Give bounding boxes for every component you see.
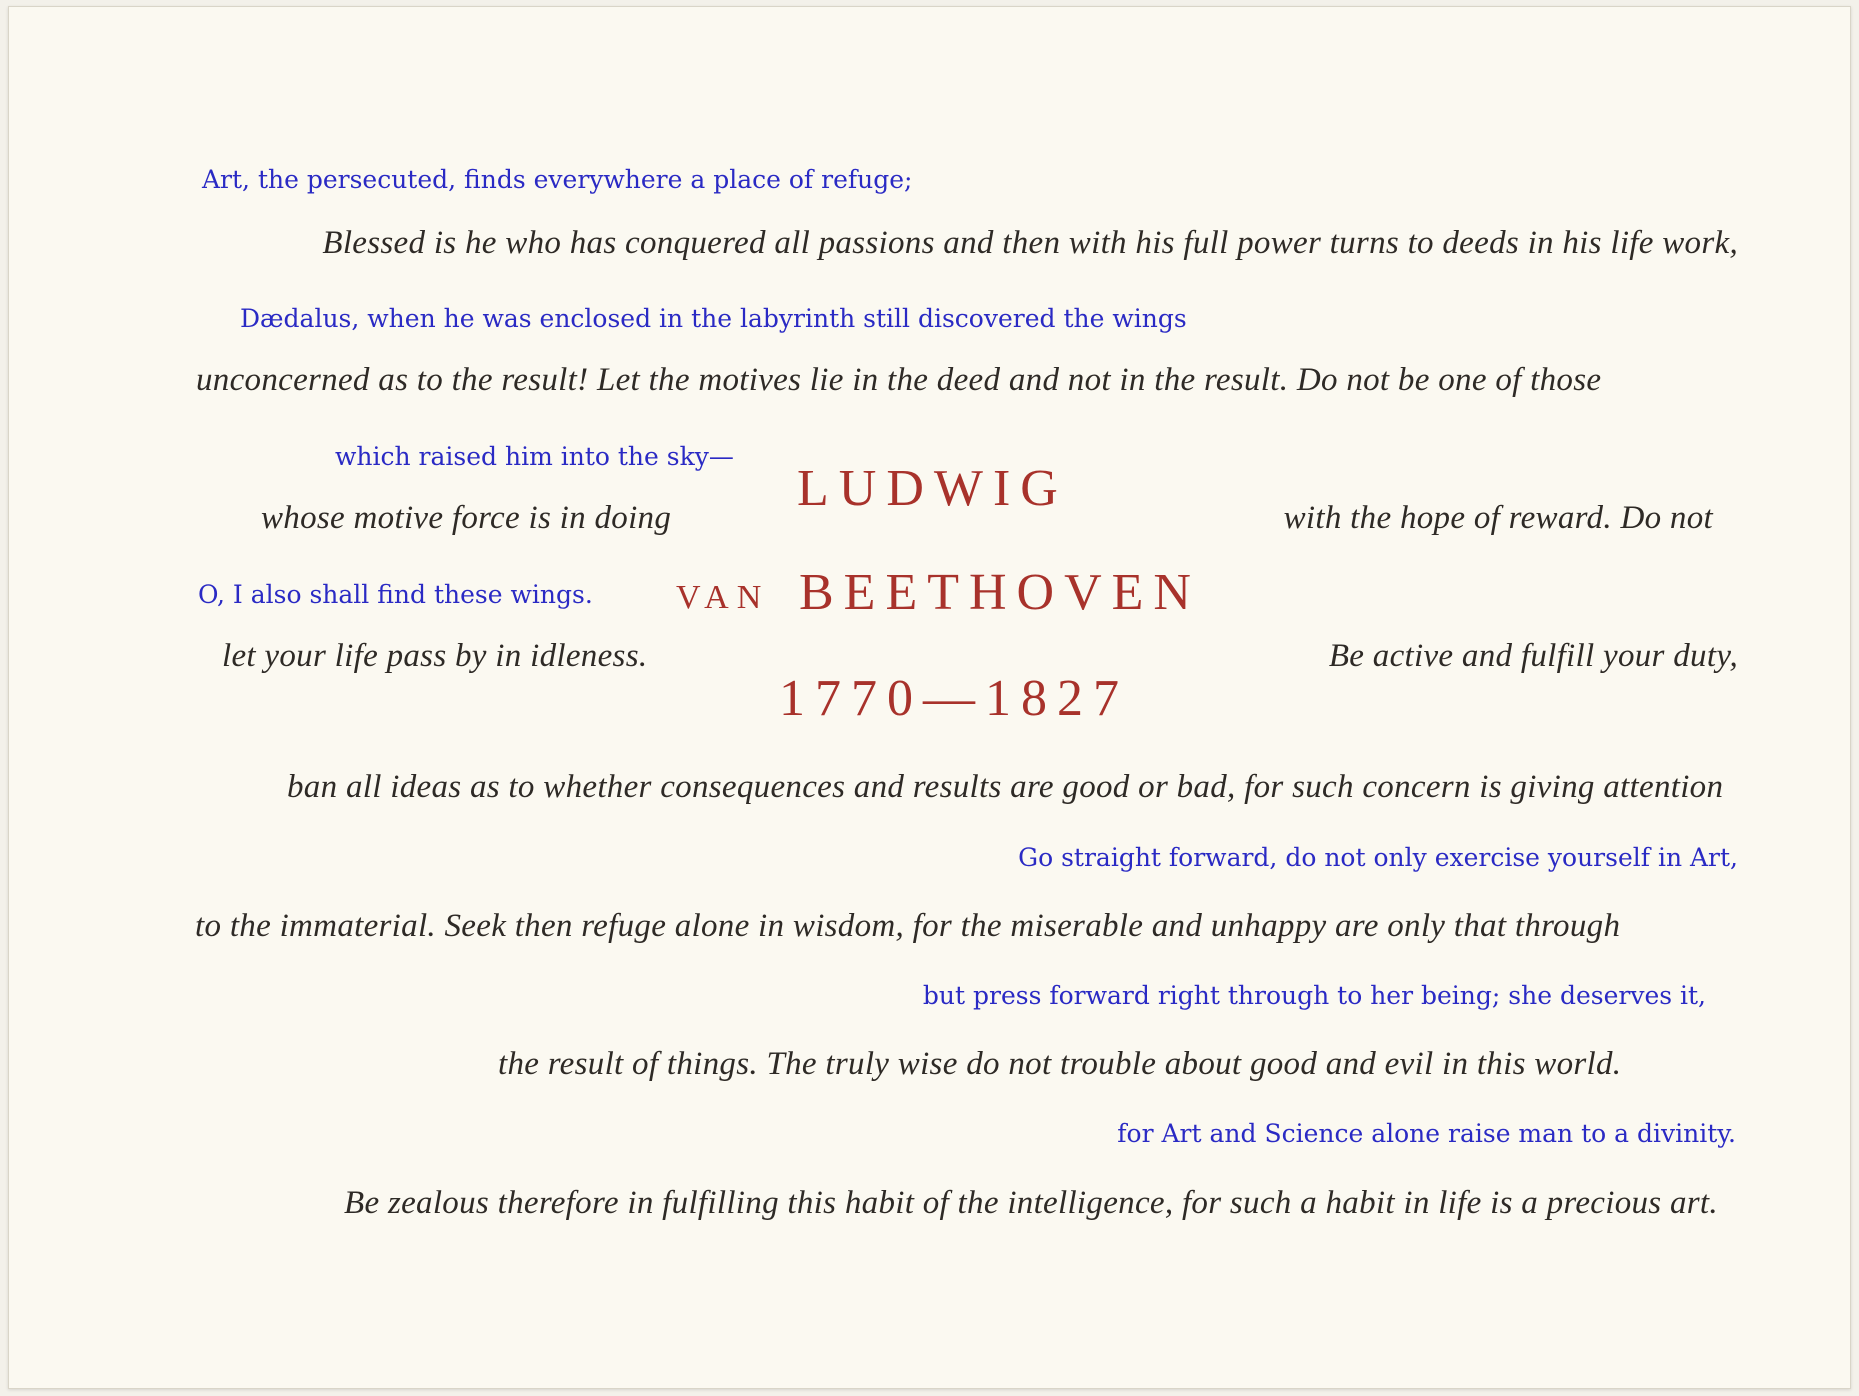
black-line-8: to the immaterial. Seek then refuge alone in wisdom, for the miserable and unhappy are only that through bbox=[195, 908, 1621, 944]
blue-line-2: Dædalus, when he was enclosed in the labyrinth still discovered the wings bbox=[240, 304, 1187, 333]
black-line-4: with the hope of reward. Do not bbox=[1283, 500, 1713, 536]
blue-line-7: for Art and Science alone raise man to a divinity. bbox=[1117, 1119, 1736, 1148]
blue-line-5: Go straight forward, do not only exercise yourself in Art, bbox=[1018, 843, 1738, 872]
black-line-5: let your life pass by in idleness. bbox=[222, 638, 648, 674]
title-surname: BEETHOVEN bbox=[799, 564, 1201, 621]
title-dates: 1770—1827 bbox=[779, 670, 1129, 727]
black-line-1: Blessed is he who has conquered all passions and then with his full power turns to deeds in his life work, bbox=[322, 225, 1738, 261]
blue-line-4: O, I also shall find these wings. bbox=[198, 580, 593, 609]
black-line-6: Be active and fulfill your duty, bbox=[1328, 638, 1738, 674]
black-line-3: whose motive force is in doing bbox=[261, 500, 672, 536]
title-particle: VAN bbox=[676, 579, 770, 616]
black-line-2: unconcerned as to the result! Let the motives lie in the deed and not in the result. Do not be one of those bbox=[196, 362, 1602, 398]
black-line-9: the result of things. The truly wise do not trouble about good and evil in this world. bbox=[498, 1046, 1622, 1082]
title-first-name: LUDWIG bbox=[797, 460, 1068, 517]
black-line-10: Be zealous therefore in fulfilling this habit of the intelligence, for such a habit in life is a precious art. bbox=[344, 1185, 1718, 1221]
blue-line-6: but press forward right through to her being; she deserves it, bbox=[922, 981, 1706, 1010]
blue-line-1: Art, the persecuted, finds everywhere a place of refuge; bbox=[202, 165, 913, 194]
broadside-page bbox=[8, 6, 1851, 1389]
blue-line-3: which raised him into the sky— bbox=[335, 442, 734, 471]
black-line-7: ban all ideas as to whether consequences and results are good or bad, for such concern is giving attention bbox=[287, 769, 1724, 805]
